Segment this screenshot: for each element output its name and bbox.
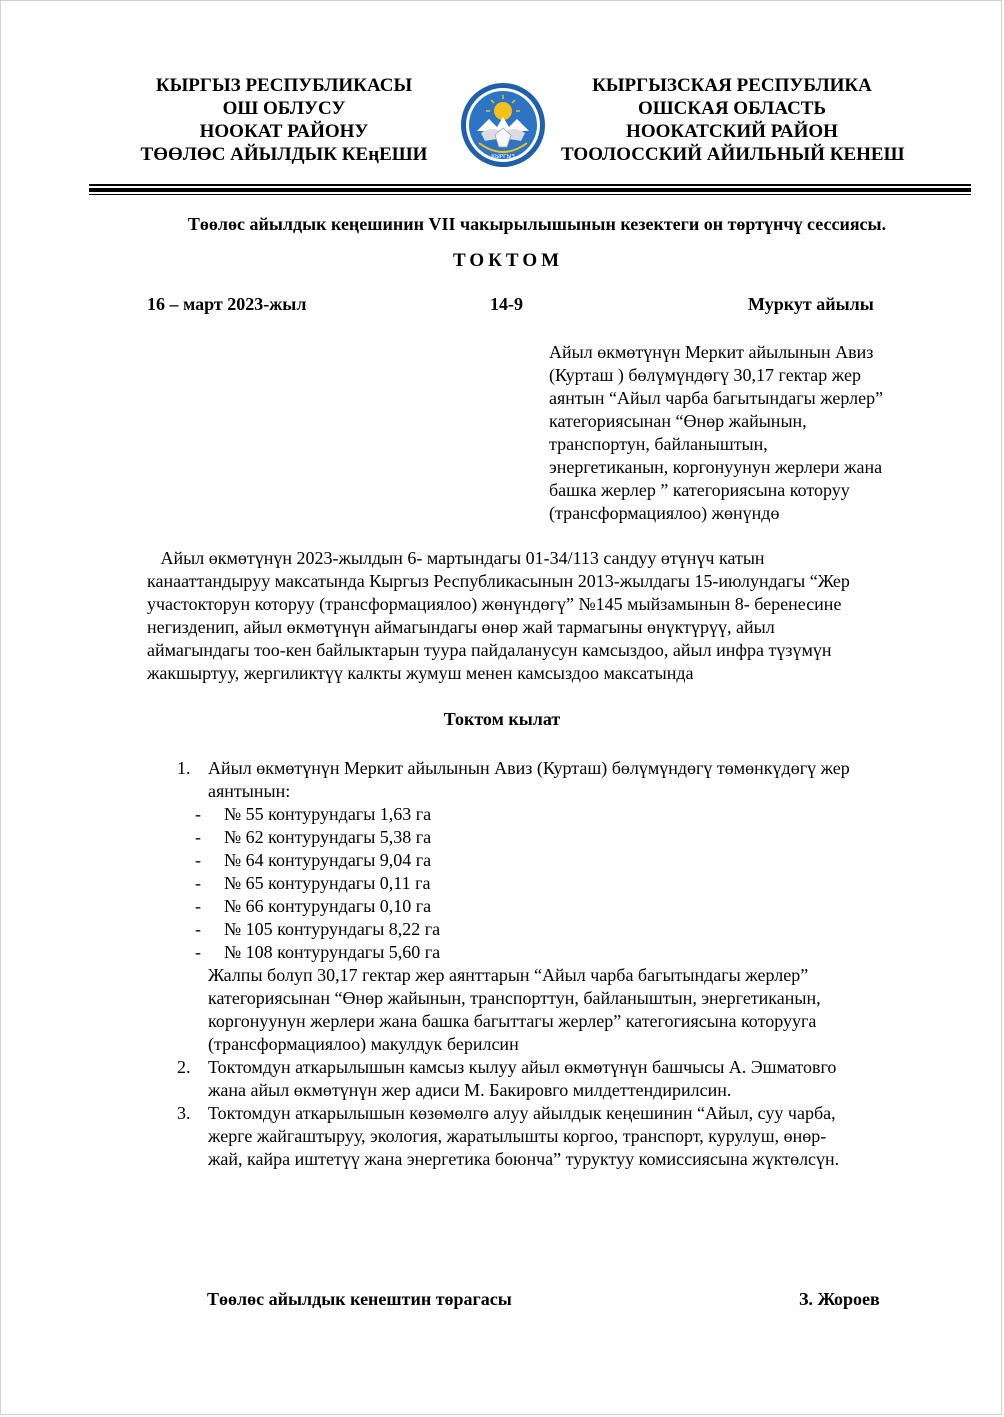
list-item bbox=[177, 1056, 850, 1102]
preamble-line: аймагындагы тоо-кен байлыктарын туура пайдаланусун камсыздоо, айыл инфра түзүмүн bbox=[147, 640, 832, 660]
contour-row bbox=[195, 895, 850, 918]
subject-line: Айыл өкмөтүнүн Меркит айылынын Авиз bbox=[549, 342, 874, 362]
subject-line: (трансформациялоо) жөнүндө bbox=[549, 503, 780, 523]
dash-marker: - bbox=[195, 919, 201, 939]
subject-line: башка жерлер ” категориясына которуу bbox=[549, 480, 850, 500]
contour-text: № 108 контурундагы 5,60 га bbox=[224, 942, 441, 962]
contour-row bbox=[195, 941, 850, 964]
contour-text: № 66 контурундагы 0,10 га bbox=[224, 896, 432, 916]
item-line: жерге жайгаштыруу, экология, жаратылышты коргоо, транспорт, курулуш, өнөр- bbox=[208, 1126, 827, 1146]
header-right-russian bbox=[561, 74, 903, 166]
resolve-heading: Токтом кылат bbox=[443, 709, 561, 729]
contour-text: № 65 контурундагы 0,11 га bbox=[224, 873, 431, 893]
item-line: Жалпы болуп 30,17 гектар жер аянттарын “Айыл чарба багытындагы жерлер” bbox=[208, 965, 809, 985]
subject-line: энергетиканын, коргонуунун жерлери жана bbox=[549, 457, 883, 477]
item-line: (трансформациялоо) макулдук берилсин bbox=[208, 1034, 519, 1054]
dash-marker: - bbox=[195, 804, 201, 824]
header-line: КЫРГЫЗСКАЯ РЕСПУБЛИКА bbox=[592, 75, 872, 96]
header-line: ТООЛОССКИЙ АЙИЛЬНЫЙ КЕНЕШ bbox=[561, 144, 905, 165]
dash-marker: - bbox=[195, 827, 201, 847]
document-title: ТОКТОМ bbox=[452, 250, 564, 271]
dash-marker: - bbox=[195, 850, 201, 870]
document-subject bbox=[549, 341, 939, 525]
signature-name: З. Жороев bbox=[799, 1289, 880, 1309]
contour-row bbox=[195, 849, 850, 872]
item-line: категориясынан “Өнөр жайынын, транспорттун, байланыштын, энергетиканын, bbox=[208, 988, 821, 1008]
header-divider bbox=[89, 188, 971, 192]
contour-row bbox=[195, 918, 850, 941]
svg-text:КЫРГЫЗ: КЫРГЫЗ bbox=[491, 154, 515, 160]
item-number: 3. bbox=[177, 1103, 191, 1123]
subject-line: (Курташ ) бөлүмүндөгү 30,17 гектар жер bbox=[549, 365, 861, 385]
item-line: коргонуунун жерлери жана башка багыттагы жерлер” категогиясына которуугa bbox=[208, 1011, 817, 1031]
subject-line: транспортун, байланыштын, bbox=[549, 434, 768, 454]
resolution-list bbox=[177, 757, 850, 1171]
contour-text: № 64 контурундагы 9,04 га bbox=[224, 850, 432, 870]
document-number: 14-9 bbox=[490, 294, 523, 314]
subject-line: аянтын “Айыл чарба багытындагы жерлер” bbox=[549, 388, 884, 408]
session-title: Төөлөс айылдык кеңешинин VII чакырылышынын кезектеги он төртүнчү сессиясы. bbox=[187, 214, 887, 234]
contour-row bbox=[195, 826, 850, 849]
subject-line: категориясынан “Өнөр жайынын, bbox=[549, 411, 807, 431]
preamble-line: Айыл өкмөтүнүн 2023-жылдын 6- мартындагы 01-34/113 сандуу өтүнүч катын bbox=[147, 548, 765, 568]
header-line: НООКАТСКИЙ РАЙОН bbox=[626, 121, 838, 142]
list-item bbox=[177, 1102, 850, 1171]
item-line: жай, кайра иштетүү жана энергетика боюнча” туруктуу комиссиясына жүктөлсүн. bbox=[208, 1149, 840, 1169]
item-number: 1. bbox=[177, 758, 191, 778]
dash-marker: - bbox=[195, 942, 201, 962]
document-place: Муркут айылы bbox=[748, 294, 874, 314]
state-emblem-icon bbox=[459, 81, 547, 169]
item-line: аянтынын: bbox=[208, 781, 291, 801]
header-line: ТӨӨЛӨС АЙЫЛДЫК КЕңЕШИ bbox=[140, 144, 428, 165]
contour-text: № 55 контурундагы 1,63 га bbox=[224, 804, 432, 824]
dash-marker: - bbox=[195, 873, 201, 893]
preamble-line: негизденип, айыл өкмөтүнүн аймагындагы өнөр жай тармагыны өнүктүрүү, айыл bbox=[147, 617, 775, 637]
item-number: 2. bbox=[177, 1057, 191, 1077]
signature-position: Төөлөс айылдык кенештин төрагасы bbox=[207, 1289, 512, 1309]
dash-marker: - bbox=[195, 896, 201, 916]
header-divider bbox=[89, 194, 971, 195]
header-line: КЫРГЫЗ РЕСПУБЛИКАСЫ bbox=[155, 75, 413, 96]
contour-text: № 62 контурундагы 5,38 га bbox=[224, 827, 432, 847]
contour-row bbox=[195, 872, 850, 895]
preamble-line: жакшыртуу, жергиликтүү калкты жумуш менен камсыздоо максатында bbox=[147, 663, 694, 683]
contour-text: № 105 контурундагы 8,22 га bbox=[224, 919, 441, 939]
header-line: ОШСКАЯ ОБЛАСТЬ bbox=[637, 98, 827, 119]
preamble-line: участокторун которуу (трансформациялоо) жөнүндөгү” №145 мыйзамынын 8- беренесине bbox=[147, 594, 842, 614]
item-line: Токтомдун аткарылышын камсыз кылуу айыл өкмөтүнүн башчысы А. Эшматовго bbox=[208, 1057, 837, 1077]
contour-row bbox=[195, 803, 850, 826]
preamble-line: канааттандыруу максатында Кыргыз Республикасынын 2013-жылдагы 15-июлундагы “Жер bbox=[147, 571, 850, 591]
document-date: 16 – март 2023-жыл bbox=[147, 294, 307, 314]
preamble-paragraph bbox=[147, 547, 850, 685]
header-divider bbox=[89, 184, 971, 186]
list-item bbox=[177, 757, 850, 1056]
header-left-kyrgyz bbox=[119, 74, 449, 166]
header-line: НООКАТ РАЙОНУ bbox=[199, 121, 369, 142]
item-line: Токтомдун аткарылышын көзөмөлгө алуу айылдык кеңешинин “Айыл, суу чарба, bbox=[208, 1103, 836, 1123]
item-line: жана айыл өкмөтүнүн жер адиси М. Бакировго милдеттендирилсин. bbox=[208, 1080, 732, 1100]
item-line: Айыл өкмөтүнүн Меркит айылынын Авиз (Курташ) бөлүмүндөгү төмөнкүдөгү жер bbox=[208, 758, 850, 778]
header-line: ОШ ОБЛУСУ bbox=[222, 98, 346, 119]
